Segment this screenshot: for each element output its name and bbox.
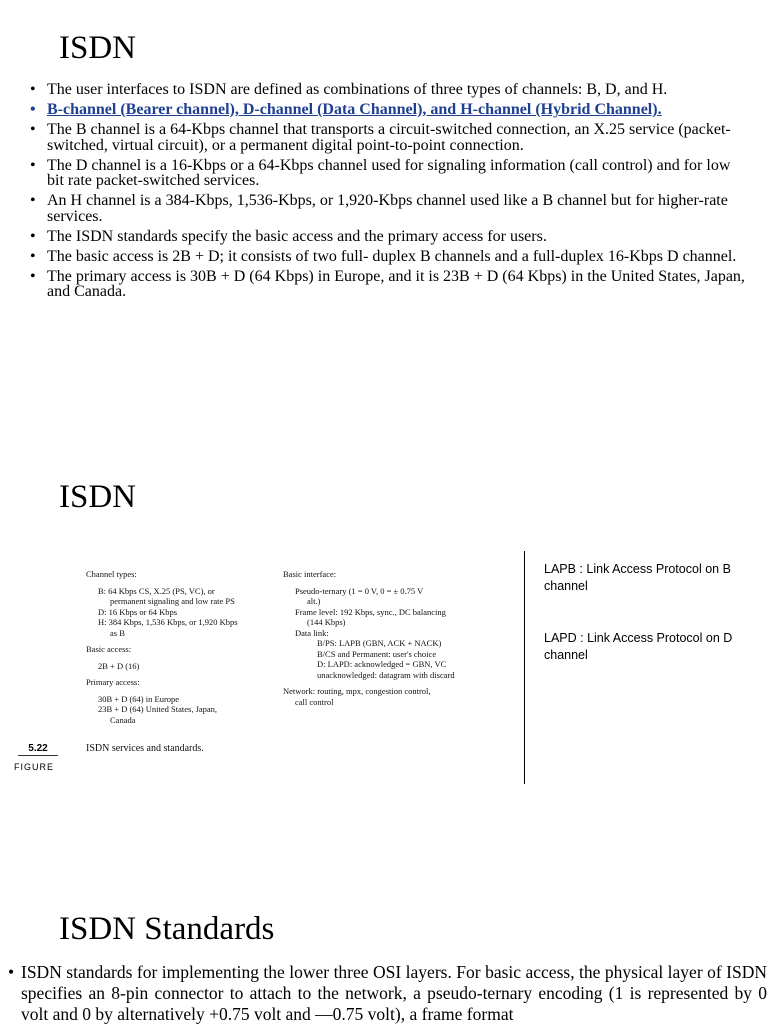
network-line: Network: routing, mpx, congestion control,	[283, 686, 431, 696]
channel-types-label: Channel types:	[86, 569, 137, 579]
figure-word: FIGURE	[14, 762, 55, 772]
bcs-line: B/CS and Permanent: user's choice	[317, 648, 437, 659]
figure-number: 5.22	[18, 743, 58, 756]
frame-level-line: Frame level: 192 Kbps, sync., DC balancing	[295, 606, 446, 617]
standards-paragraph: • ISDN standards for implementing the lower three OSI layers. For basic access, the physical layer of ISDN specifies an 8-pin connector to attach to the network, a pseudo-ternary encoding (1 is represented by 0 volt and 0 by alternatively +0.75 volt and —0.75 volt), a frame format	[4, 962, 767, 1025]
data-link-label: Data link:	[295, 627, 329, 638]
d-lapd-line: D: LAPD: acknowledged = GBN, VC	[317, 659, 447, 669]
bps-line: B/PS: LAPB (GBN, ACK + NACK)	[317, 638, 442, 648]
primary-access-europe: 30B + D (64) in Europe	[98, 693, 180, 704]
primary-access-us: 23B + D (64) United States, Japan,	[98, 704, 218, 714]
basic-access-label: Basic access:	[86, 644, 132, 654]
figure-right-column	[283, 569, 493, 707]
lapd-note: LAPD : Link Access Protocol on D channel	[544, 631, 733, 662]
basic-access-value: 2B + D (16)	[98, 660, 140, 671]
bullet-channel-types: • The user interfaces to ISDN are defined as combinations of three types of channels: B, D, and H.	[30, 82, 748, 98]
b-channel-line: B: 64 Kbps CS, X.25 (PS, VC), or	[98, 585, 215, 596]
h-channel-line: H: 384 Kbps, 1,536 Kbps, or 1,920 Kbps	[98, 617, 238, 627]
bullet-d-channel: • The D channel is a 16-Kbps or a 64-Kbps channel used for signaling information (call control) and for low bit rate packet-switched services.	[30, 158, 748, 189]
vertical-divider	[524, 551, 525, 784]
bullet-access-types: • The ISDN standards specify the basic access and the primary access for users.	[30, 229, 748, 245]
slide1-bullet-list	[30, 82, 748, 304]
network-line-2: call control	[295, 696, 334, 707]
h-channel-line-2: as B	[110, 627, 125, 638]
slide2-title: ISDN	[59, 479, 137, 515]
pseudo-ternary-line-2: alt.)	[307, 596, 321, 606]
primary-access-label: Primary access:	[86, 677, 140, 687]
pseudo-ternary-line: Pseudo-ternary (1 = 0 V, 0 = ± 0.75 V	[295, 585, 424, 596]
figure-left-column	[86, 569, 271, 725]
figure-caption: ISDN services and standards.	[86, 743, 204, 754]
slide1-title: ISDN	[59, 30, 137, 66]
d-channel-line: D: 16 Kbps or 64 Kbps	[98, 606, 178, 617]
slide3-title: ISDN Standards	[59, 911, 275, 947]
d-lapd-line-2: unacknowledged: datagram with discard	[317, 669, 455, 680]
frame-level-line-2: (144 Kbps)	[307, 617, 346, 627]
bullet-basic-access: • The basic access is 2B + D; it consists of two full- duplex B channels and a full-duplex 16-Kbps D channel.	[30, 249, 748, 265]
bullet-h-channel: • An H channel is a 384-Kbps, 1,536-Kbps, or 1,920-Kbps channel used like a B channel but for higher-rate services.	[30, 193, 748, 224]
bullet-channel-names-link[interactable]: • B-channel (Bearer channel), D-channel (Data Channel), and H-channel (Hybrid Channel).	[30, 102, 748, 118]
bullet-b-channel: • The B channel is a 64-Kbps channel that transports a circuit-switched connection, an X.25 service (packet- switched, virtual circuit), or a permanent digital point-to-point connection.	[30, 122, 748, 153]
primary-access-canada: Canada	[110, 714, 136, 725]
basic-interface-label: Basic interface:	[283, 569, 337, 579]
lapb-note: LAPB : Link Access Protocol on B channel	[544, 562, 731, 593]
bullet-primary-access: • The primary access is 30B + D (64 Kbps) in Europe, and it is 23B + D (64 Kbps) in the United States, Japan, and Canada.	[30, 269, 748, 300]
b-channel-line-2: permanent signaling and low rate PS	[110, 596, 235, 606]
